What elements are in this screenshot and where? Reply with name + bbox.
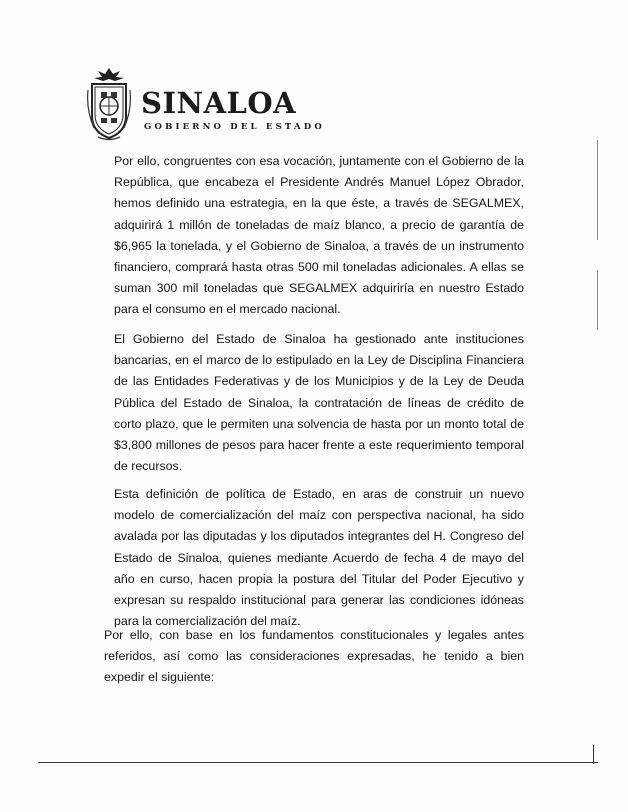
scan-margin-mark bbox=[597, 270, 598, 330]
footer-tick bbox=[593, 745, 594, 764]
paragraph-closing: Por ello, con base en los fundamentos constitucionales y legales antes referidos, así como las consideraciones expresadas, he tenido a bien expedir el siguiente: bbox=[104, 628, 524, 685]
letterhead bbox=[84, 66, 344, 144]
scan-margin-mark bbox=[597, 140, 598, 240]
government-label: GOBIERNO DEL ESTADO bbox=[144, 122, 325, 132]
footer-rule bbox=[38, 762, 598, 763]
paragraph-congress-endorsement: Esta definición de política de Estado, en aras de construir un nuevo modelo de comercialización del maíz con perspectiva nacional, ha sido avalada por las diputadas y los diputados integrantes del H. Congreso del Estado de Sinaloa, quienes mediante Acuerdo de fecha 4 de mayo del año en curso, hacen propia la postura del Titular del Poder Ejecutivo y expresan su respaldo institucional para generar las condiciones idóneas para la comercialización del maíz. bbox=[114, 487, 524, 629]
state-name: SINALOA bbox=[141, 86, 297, 120]
state-coat-of-arms-icon bbox=[84, 66, 134, 142]
paragraph-strategy: Por ello, congruentes con esa vocación, juntamente con el Gobierno de la República, que encabeza el Presidente Andrés Manuel López Obrador, hemos definido una estrategia, en la que éste, a través de SEGALMEX, adquirirá 1 millón de toneladas de maíz blanco, a precio de garantía de $6,965 la tonelada, y el Gobierno de Sinaloa, a través de un instrumento financiero, comprará hasta otras 500 mil toneladas adicionales. A ellas se suman 300 mil toneladas que SEGALMEX adquiriría en nuestro Estado para el consumo en el mercado nacional. bbox=[114, 154, 524, 317]
paragraph-credit-lines: El Gobierno del Estado de Sinaloa ha gestionado ante instituciones bancarias, en el marco de lo estipulado en la Ley de Disciplina Financiera de las Entidades Federativas y de los Municipios y de la Ley de Deuda Pública del Estado de Sinaloa, la contratación de líneas de crédito de corto plazo, que le permiten una solvencia de hasta por un monto total de $3,800 millones de pesos para hacer frente a este requerimiento temporal de recursos. bbox=[114, 332, 524, 474]
